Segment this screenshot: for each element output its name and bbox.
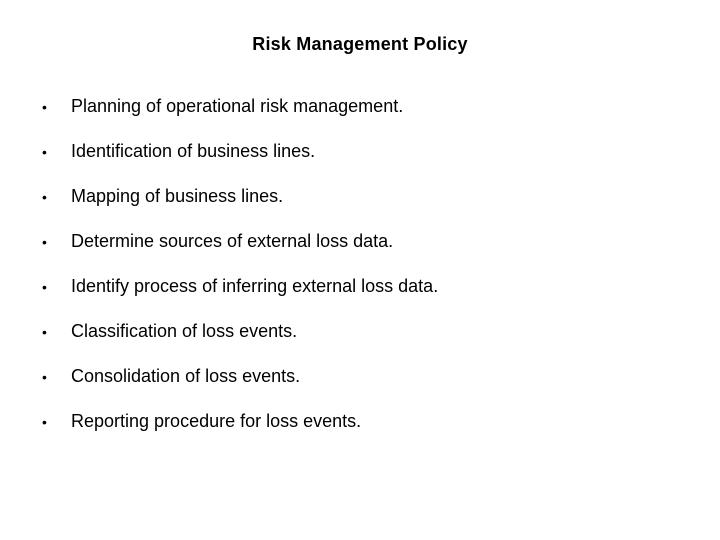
bullet-text: Planning of operational risk management. (71, 96, 404, 116)
list-item (42, 231, 438, 276)
list-item (42, 186, 438, 231)
bullet-text: Classification of loss events. (71, 321, 298, 341)
bullet-text: Identification of business lines. (71, 141, 316, 161)
slide-title: Risk Management Policy (252, 34, 468, 54)
bullet-icon: • (42, 234, 47, 250)
list-item (42, 321, 438, 366)
bullet-icon: • (42, 414, 47, 430)
bullet-icon: • (42, 99, 47, 115)
list-item (42, 366, 438, 411)
bullet-text: Mapping of business lines. (71, 186, 284, 206)
bullet-icon: • (42, 324, 47, 340)
bullet-list (42, 96, 438, 456)
bullet-text: Identify process of inferring external loss data. (71, 276, 439, 296)
bullet-text: Reporting procedure for loss events. (71, 411, 362, 431)
bullet-icon: • (42, 279, 47, 295)
bullet-text: Consolidation of loss events. (71, 366, 301, 386)
bullet-text: Determine sources of external loss data. (71, 231, 394, 251)
bullet-icon: • (42, 369, 47, 385)
bullet-icon: • (42, 189, 47, 205)
bullet-icon: • (42, 144, 47, 160)
list-item (42, 96, 438, 141)
list-item (42, 141, 438, 186)
list-item (42, 411, 438, 456)
list-item (42, 276, 438, 321)
